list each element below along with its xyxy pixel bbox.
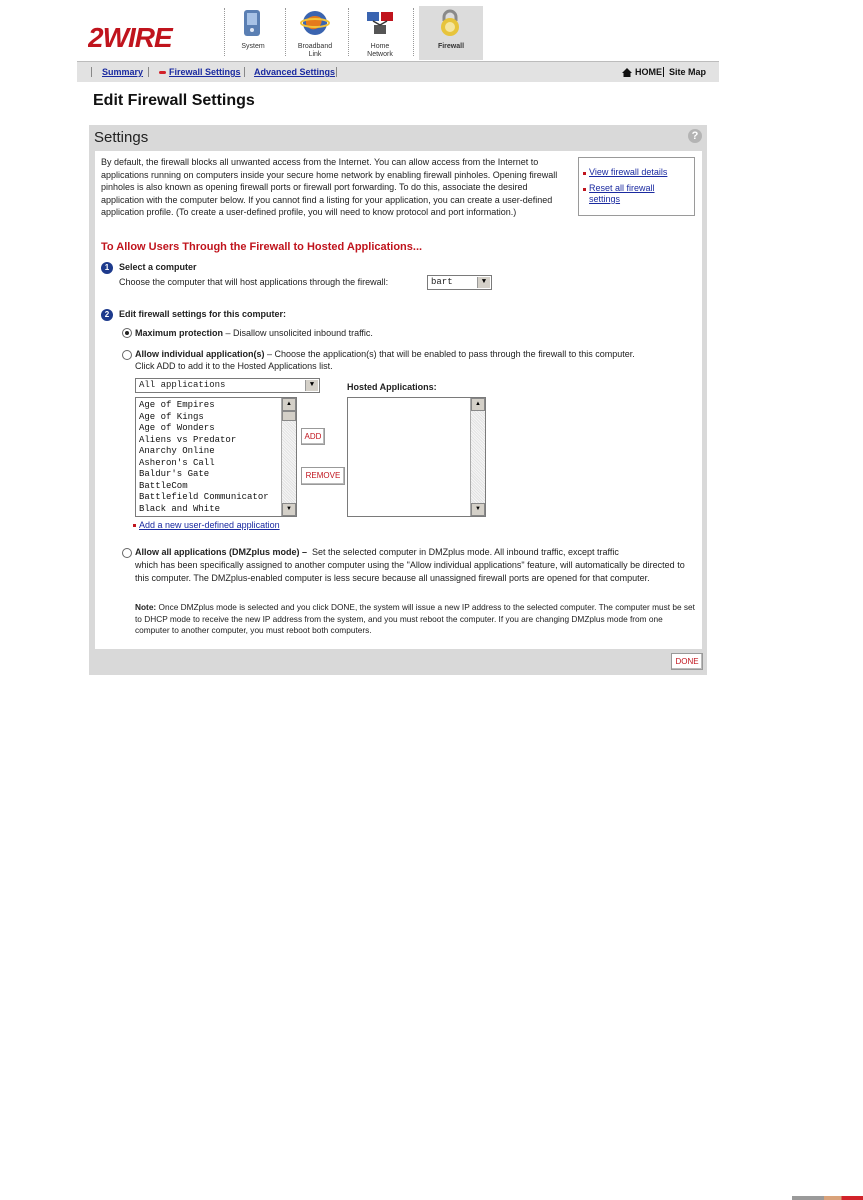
individual-apps-label: Allow individual application(s): [135, 349, 265, 359]
list-item[interactable]: Anarchy Online: [139, 446, 215, 456]
add-user-defined-app-link[interactable]: Add a new user-defined application: [139, 520, 280, 530]
note-text: Once DMZplus mode is selected and you click DONE, the system will issue a new IP address to the selected computer. The computer must be set to DHCP mode to receive the new IP address from the system, and you must reboot the computer. If you are changing DMZplus mode from one computer to another computer, you must reboot both computers.: [135, 602, 695, 636]
list-item[interactable]: Aliens vs Predator: [139, 434, 237, 445]
home-icon: [622, 68, 632, 79]
chevron-down-icon: ▼: [305, 380, 318, 391]
intro-text: By default, the firewall blocks all unwanted access from the Internet. You can allow access from the Internet to applications running on computers inside your secure home network by enabling firewall pinholes. Opening firewall pinholes is also known as opening firewall ports or firewall port forwarding. To do this, associate the desired application with the computer below. If you cannot find a listing for your application, you can create a user-defined application profile. (To create a user-defined profile, you will need to know protocol and port information.): [101, 157, 558, 218]
individual-apps-desc-2: Click ADD to add it to the Hosted Applications list.: [135, 361, 333, 371]
app-category-select[interactable]: [135, 378, 320, 393]
bullet: [133, 524, 136, 527]
individual-apps-option: [135, 348, 700, 361]
computer-select[interactable]: [427, 275, 492, 290]
done-button[interactable]: DONE: [671, 653, 703, 670]
app-category-value: All applications: [139, 380, 226, 390]
subnav-divider: [663, 67, 664, 77]
dmz-desc-2: which has been specifically assigned to another computer using the "Allow individual applications" feature, will automatically be directed to this computer. The DMZplus-enabled computer is less secure because all unassigned firewall ports are opened for that computer.: [135, 560, 685, 583]
list-item[interactable]: Battlefield Communicator: [139, 492, 269, 502]
max-protection-label: Maximum protection: [135, 328, 224, 338]
scroll-down-icon[interactable]: ▼: [282, 503, 296, 516]
lock-icon: [435, 8, 465, 38]
list-item[interactable]: Age of Kings: [139, 411, 204, 422]
tab-label: Home Network: [367, 43, 393, 58]
firewall-settings-link[interactable]: Firewall Settings: [169, 67, 241, 77]
reset-firewall-settings-link[interactable]: Reset all firewall settings: [589, 183, 655, 204]
dmz-label: Allow all applications (DMZplus mode) –: [135, 547, 308, 557]
panel-title: Settings: [94, 129, 149, 146]
dmz-desc-1: Set the selected computer in DMZplus mode. All inbound traffic, except traffic: [312, 547, 619, 557]
system-icon: [238, 8, 268, 38]
subnav-divider: [91, 67, 92, 77]
note-label: Note:: [135, 602, 157, 612]
radio-selected-dot: [125, 331, 129, 335]
tab-home-network[interactable]: [349, 6, 411, 60]
remove-button[interactable]: REMOVE: [301, 467, 345, 485]
list-item[interactable]: Age of Empires: [139, 400, 215, 410]
list-item[interactable]: BattleCom: [139, 480, 188, 491]
tab-label: Broadband Link: [297, 43, 333, 58]
add-button[interactable]: ADD: [301, 428, 325, 445]
scroll-up-icon[interactable]: ▲: [282, 398, 296, 411]
footer-strip: [792, 1196, 863, 1200]
dmz-note: [135, 602, 695, 637]
nav-divider: [413, 8, 414, 56]
scroll-thumb[interactable]: [282, 411, 296, 421]
step-2-title: Edit firewall settings for this computer:: [119, 309, 287, 319]
side-links-box: [578, 157, 695, 216]
current-indicator: [159, 71, 166, 74]
max-protection-option: [135, 327, 373, 340]
hosted-scrollbar[interactable]: [470, 398, 485, 516]
chevron-down-icon: ▼: [477, 277, 490, 288]
hosted-apps-label: Hosted Applications:: [347, 382, 437, 392]
advanced-settings-link[interactable]: Advanced Settings: [254, 67, 336, 77]
step-1-number: 1: [101, 262, 113, 274]
hosted-applications-list[interactable]: [347, 397, 486, 517]
step-1-prompt: Choose the computer that will host applications through the firewall:: [119, 277, 389, 287]
dmz-mode-radio[interactable]: [122, 548, 132, 558]
list-item[interactable]: Asheron's Call: [139, 457, 215, 468]
applications-list[interactable]: [135, 397, 297, 517]
subnav-divider: [244, 67, 245, 77]
globe-icon: [300, 8, 330, 38]
bullet: [583, 188, 586, 191]
scroll-up-icon[interactable]: ▲: [471, 398, 485, 411]
max-protection-radio[interactable]: [122, 328, 132, 338]
dmz-option: [135, 546, 700, 559]
list-item[interactable]: Age of Wonders: [139, 423, 215, 433]
bullet: [583, 172, 586, 175]
step-2-number: 2: [101, 309, 113, 321]
list-item[interactable]: Baldur's Gate: [139, 469, 210, 479]
applications-scrollbar[interactable]: [281, 398, 296, 516]
help-icon[interactable]: ?: [688, 129, 702, 143]
sub-navigation: [77, 61, 719, 82]
view-firewall-details-link[interactable]: View firewall details: [589, 167, 668, 177]
summary-link[interactable]: Summary: [102, 67, 144, 77]
brand-logo: [88, 22, 213, 52]
network-icon: [365, 8, 395, 38]
section-heading: To Allow Users Through the Firewall to Hosted Applications...: [101, 241, 423, 253]
tab-system[interactable]: [222, 6, 284, 60]
scroll-down-icon[interactable]: ▼: [471, 503, 485, 516]
max-protection-desc: – Disallow unsolicited inbound traffic.: [223, 328, 373, 338]
subnav-divider: [148, 67, 149, 77]
svg-text:2WIRE: 2WIRE: [88, 22, 172, 52]
page-title: Edit Firewall Settings: [93, 92, 255, 109]
tab-label: Firewall: [437, 43, 465, 50]
individual-apps-desc: – Choose the application(s) that will be enabled to pass through the firewall to this computer.: [264, 349, 635, 359]
step-1-title: Select a computer: [119, 262, 197, 272]
site-map-link[interactable]: Site Map: [669, 67, 707, 77]
list-item[interactable]: Black and White: [139, 503, 221, 514]
home-link[interactable]: HOME: [635, 67, 662, 77]
tab-label: System: [241, 43, 265, 50]
tab-broadband-link[interactable]: [284, 6, 346, 60]
subnav-divider: [336, 67, 337, 77]
computer-select-value: bart: [431, 277, 453, 287]
tab-firewall[interactable]: [419, 6, 483, 60]
individual-apps-radio[interactable]: [122, 350, 132, 360]
